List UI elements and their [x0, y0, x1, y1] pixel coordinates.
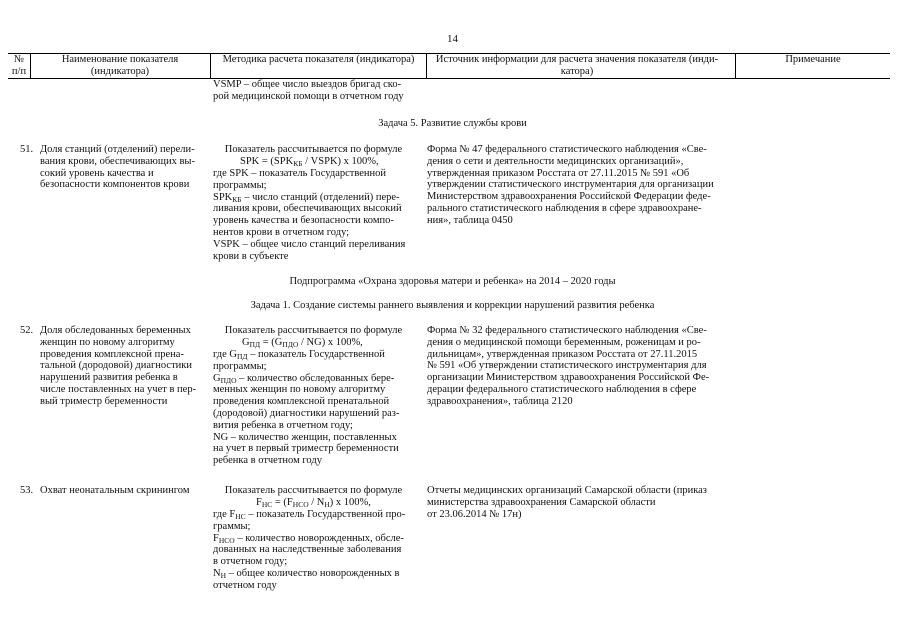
source-text: Отчеты медицинских организаций Самарской области (приказ министерства здравоохранения Самарской области от 23.06.2014 № 17н): [427, 485, 707, 520]
header-col-name: Наименование показателя (индикатора): [61, 54, 179, 77]
method-description: где $G_{ПД}$ – показатель Государственной программы; $G_{ПДО}$ – количество обследованных бере- менных женщин по новому алгоритму проведения комплексной пренатальной (дородовой) диагностики нарушений раз- вития ребенка в отчетном году; NG – количество женщин, поставленных на учет в первый триместр беременности ребенка в отчетном году: [213, 349, 400, 467]
method-description: где $F_{НС}$ – показатель Государственной про- граммы; $F_{НСО}$ – количество новорожденных, обсле- дованных на наследственные заболевания в отчетном году; $N_Н$ – общее количество новорожденных в отчетном году: [213, 509, 406, 591]
method-intro: Показатель рассчитывается по формуле: [224, 485, 403, 496]
header-col-note: Примечание: [785, 54, 841, 65]
method-intro: Показатель рассчитывается по формуле: [224, 325, 403, 336]
formula: $G_{ПД} = (G_{ПДО} / NG)$ x 100%,: [242, 337, 363, 349]
method-intro: Показатель рассчитывается по формуле: [224, 144, 403, 155]
row-number: 53.: [20, 485, 34, 496]
table-header: [8, 53, 890, 79]
task5-title: Задача 5. Развитие службы крови: [378, 118, 527, 129]
row-number: 51.: [20, 144, 34, 155]
page-number: 14: [447, 33, 458, 45]
method-description: где SPK – показатель Государственной программы; $SPK_{КБ}$ – число станций (отделений) пере- ливания крови, обеспечивающих высокий уровень качества и безопасности компо- нентов крови в отчетном году; VSPK – общее число станций переливания крови в субъекте: [213, 168, 406, 262]
header-col-method: Методика расчета показателя (индикатора): [222, 54, 415, 65]
indicator-name: Доля станций (отделений) перели- вания крови, обеспечивающих вы- сокий уровень качества и безопасности компонентов крови: [40, 144, 195, 191]
formula: SPK = ($SPK_{КБ}$ / VSPK) x 100%,: [240, 156, 379, 168]
task1-title: Задача 1. Создание системы раннего выявления и коррекции нарушений развития ребенка: [250, 300, 655, 311]
indicator-name: Охват неонатальным скринингом: [40, 485, 190, 496]
header-col-source: Источник информации для расчета значения показателя (инди- катора): [435, 54, 719, 77]
subprogram-title: Подпрограмма «Охрана здоровья матери и ребенка» на 2014 – 2020 годы: [289, 276, 616, 287]
formula: $F_{НС} = (F_{НСО} / N_Н)$ x 100%,: [256, 497, 371, 509]
source-text: Форма № 32 федерального статистического наблюдения «Све- дения о медицинской помощи беременным, роженицам и ро- дильницам», утвержденная приказом Росстата от 27.11.2015 № 591 «Об утверждении статистического инструментария для организации Министерством здравоохранения Российской Фе- дерации федерального статистического наблюдения в сфере здравоохранения», таблица 2120: [427, 325, 710, 407]
indicator-name: Доля обследованных беременных женщин по новому алгоритму проведения комплексной прена- тальной (дородовой) диагностики нарушений развития ребенка в числе поставленных на учет в пер- вый триместр беременности: [40, 325, 197, 407]
carryover-text: VSMP – общее число выездов бригад ско- рой медицинской помощи в отчетном году: [213, 79, 404, 102]
row-number: 52.: [20, 325, 34, 336]
source-text: Форма № 47 федерального статистического наблюдения «Све- дения о сети и деятельности медицинских организаций», утвержденная приказом Росстата от 27.11.2015 № 591 «Об утверждении статистического инструментария для организации Министерством здравоохранения Российской Федерации феде- рального статистического наблюдения в сфере здравоохране- ния», таблица 0450: [427, 144, 714, 226]
header-col-number: № п/п: [11, 54, 27, 77]
